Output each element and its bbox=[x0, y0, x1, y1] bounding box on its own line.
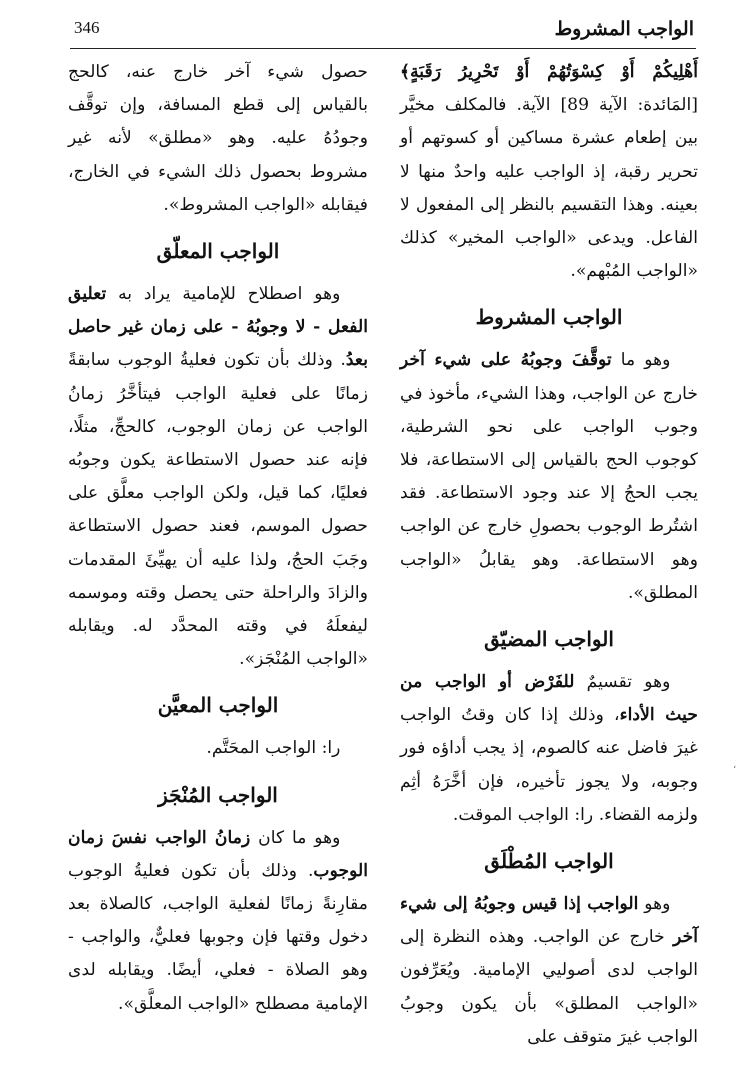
quran-verse: أَهْلِيكُمْ أَوْ كِسْوَتُهُمْ أَوْ تَحْرِيرُ رَقَبَةٍ﴾ bbox=[400, 62, 698, 82]
body-text: خارج عن الواجب. وهذه النظرة إلى الواجب لدى أصوليي الإمامية. ويُعَرِّفون «الواجب المطلق» بأن يكون وجوبُ الواجب غيرَ متوقف على bbox=[400, 927, 698, 1047]
defined-term: توقَّفَ وجوبُهُ على شيء آخر bbox=[400, 350, 612, 371]
defined-term: الواجب إذا قيس وجوبُهُ إلى شيء آخر bbox=[400, 894, 698, 948]
paragraph-mudayyaq bbox=[400, 666, 698, 832]
page-header bbox=[70, 14, 696, 49]
defined-term: تعليق الفعل - لا وجوبُهُ - على زمان غير حاصل بعدُ bbox=[68, 284, 368, 371]
body-text: . وذلك بأن تكون فعليةُ الوجوب سابقةً زمانًا على فعلية الواجب فيتأخَّرُ زمانُ الواجب عن زمان الوجوب، كالحجِّ، مثلًا، فإنه عند حصول الاستطاعة يكون وجوبُه فعليًا، كما قيل، ولكن الواجب معلَّق على حصول الموسم، فعند حصول الاستطاعة وجَبَ الحجُ، ولذا عليه أن يهيِّئَ المقدمات والزادَ والراحلة حتى يحصل وقته وموسمه ليفعلَهُ في وقته المحدَّد له. ويقابله «الواجب المُنْجَز». bbox=[68, 350, 368, 670]
body-text: خارج عن الواجب، وهذا الشيء، مأخوذ في وجوب الواجب على نحو الشرطية، كوجوب الحج بالقياس إلى الاستطاعة، فلا يجب الحجُ إلا عند وجود الاستطاعة. فقد اشتُرط الوجوب بحصولِ خارج عن الواجب وهو الاستطاعة. وهو يقابلُ «الواجب المطلق». bbox=[400, 383, 698, 603]
body-text: ، وذلك إذا كان وقتُ الواجب غيرَ فاضل عنه كالصوم، إذ يجب أداؤه فور وجوبه، ولا يجوز تأخيره، فإن أخَّرَهُ أثِم ولزمه القضاء. را: الواجب الموقت. bbox=[400, 705, 698, 825]
right-column bbox=[400, 56, 698, 1054]
intro-paragraph bbox=[400, 56, 698, 288]
body-text: . وذلك بأن تكون فعليةُ الوجوب مقارِنةً زمانًا لفعلية الواجب، كالصلاة بعد دخول وقتها فإن وجوبها فعليٌّ، والواجب - وهو الصلاة - فعلي، أيضًا. ويقابله لدى الإمامية مصطلح «الواجب المعلَّق». bbox=[68, 860, 368, 1014]
heading-mudayyaq: الواجب المضيّق bbox=[484, 627, 614, 652]
heading-mutlaq: الواجب المُطْلَق bbox=[484, 849, 614, 874]
lead-text: وهو اصطلاح للإمامية يراد به bbox=[106, 284, 341, 305]
left-column bbox=[68, 56, 368, 1021]
defined-term: للفَرْض أو الواجب من حيث الأداء bbox=[400, 672, 698, 726]
heading-muayyan: الواجب المعيَّن bbox=[157, 693, 279, 718]
defined-term: زمانُ الواجب نفسَ زمان الوجوب bbox=[68, 827, 368, 881]
running-head: الواجب المشروط bbox=[554, 18, 694, 40]
lead-text: وهو bbox=[638, 894, 671, 915]
heading-muallaq: الواجب المعلّق bbox=[156, 239, 280, 264]
paragraph-mutlaq bbox=[400, 888, 698, 1054]
page-number: 346 bbox=[74, 18, 100, 37]
cross-reference: را: الواجب المحَتَّم. bbox=[206, 738, 341, 759]
heading-mashrut: الواجب المشروط bbox=[475, 305, 623, 330]
margin-mark: ، bbox=[733, 760, 737, 771]
continuation-paragraph: حصول شيء آخر خارج عنه، كالحج بالقياس إلى قطع المسافة، وإن توقَّف وجودُهُ عليه. وهو «مطلق» لأنه غير مشروط بحصول ذلك الشيء في الخارج، فيقابله «الواجب المشروط». bbox=[68, 62, 368, 215]
lead-text: وهو تقسيمٌ bbox=[574, 672, 671, 693]
paragraph-muallaq bbox=[68, 278, 368, 676]
heading-munjaz: الواجب المُنْجَز bbox=[158, 782, 278, 807]
paragraph-mashrut bbox=[400, 344, 698, 610]
lead-text: وهو ما bbox=[611, 350, 671, 371]
intro-text: [المَائدة: الآية 89] الآية. فالمكلف مخيَّر بين إطعام عشرة مساكين أو كسوتهم أو تحرير رقبة، إذ الواجب عليه واحدٌ منها لا بعينه. وهذا التقسيم بالنظر إلى المفعول لا الفاعل. ويدعى «الواجب المخير» كذلك «الواجب المُبْهم». bbox=[400, 95, 698, 282]
lead-text: وهو ما كان bbox=[250, 827, 341, 848]
paragraph-munjaz bbox=[68, 822, 368, 1021]
